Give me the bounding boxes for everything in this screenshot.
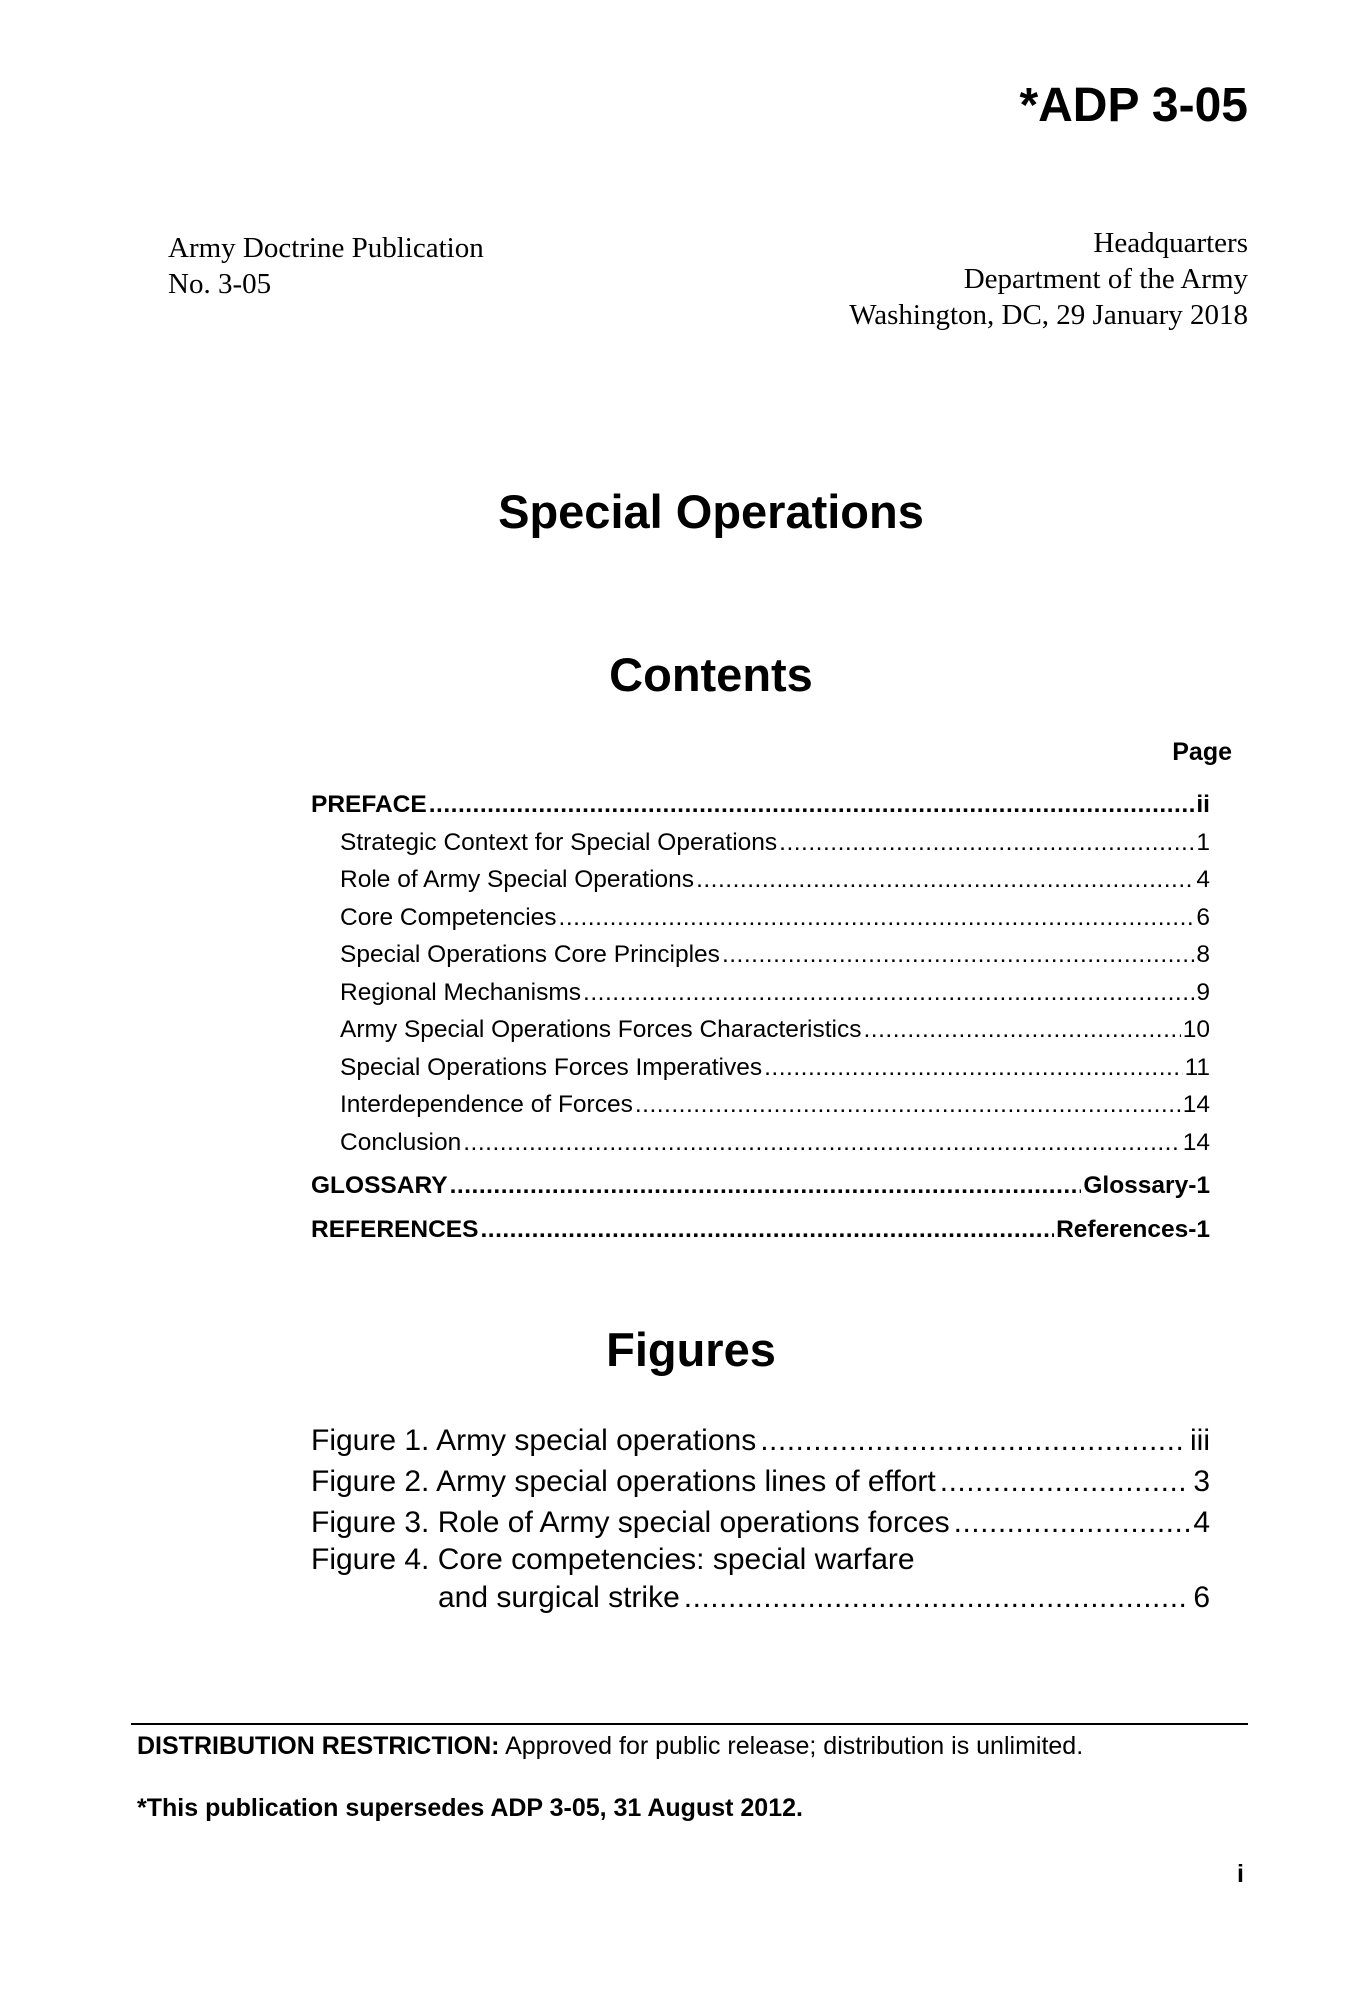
toc-entry[interactable]	[311, 861, 1210, 899]
dot-leader	[779, 824, 1194, 862]
toc-entry-label: Interdependence of Forces	[340, 1091, 633, 1118]
toc-entry-page: Glossary-1	[1083, 1172, 1210, 1199]
toc-entry[interactable]	[311, 824, 1210, 862]
toc-entry[interactable]	[311, 1086, 1210, 1124]
list-of-figures	[311, 1420, 1210, 1618]
distribution-label: DISTRIBUTION RESTRICTION:	[137, 1732, 500, 1760]
dot-leader	[450, 1161, 1082, 1211]
headquarters-line: Headquarters	[1093, 227, 1248, 259]
publication-number: No. 3-05	[168, 268, 272, 300]
toc-entry-page: 8	[1196, 941, 1210, 968]
dot-leader	[940, 1461, 1190, 1502]
toc-entry-label: PREFACE	[311, 791, 427, 818]
figure-entry[interactable]	[311, 1420, 1210, 1461]
publication-id: *ADP 3-05	[1019, 79, 1248, 132]
toc-entry-page: 11	[1184, 1053, 1210, 1081]
figure-entry-label-line2: and surgical strike	[438, 1581, 680, 1614]
toc-entry[interactable]	[311, 1049, 1210, 1087]
toc-entry[interactable]	[311, 899, 1210, 937]
dot-leader	[635, 1086, 1181, 1124]
toc-entry-page: References-1	[1056, 1216, 1210, 1243]
page-column-label: Page	[1172, 738, 1232, 766]
figure-entry-page: 6	[1193, 1581, 1210, 1614]
toc-entry-page: 4	[1196, 866, 1210, 893]
toc-entry-references[interactable]	[311, 1211, 1210, 1249]
page-number: i	[1237, 1860, 1244, 1888]
toc-entry-glossary[interactable]	[311, 1161, 1210, 1211]
figure-entry-page: 3	[1193, 1465, 1210, 1498]
figure-entry[interactable]	[311, 1502, 1210, 1543]
toc-entry-label: Role of Army Special Operations	[340, 866, 695, 893]
toc-entry-label: Special Operations Forces Imperatives	[340, 1053, 763, 1081]
contents-heading: Contents	[609, 648, 813, 701]
supersedes-notice: *This publication supersedes ADP 3-05, 31 August 2012.	[137, 1794, 803, 1822]
figure-entry-label-line1: Figure 4. Core competencies: special warfare	[311, 1543, 915, 1576]
toc-entry[interactable]	[311, 936, 1210, 974]
figure-entry[interactable]	[311, 1461, 1210, 1502]
distribution-text: Approved for public release; distribution is unlimited.	[499, 1732, 1084, 1760]
figure-entry-label: Figure 3. Role of Army special operations forces	[311, 1506, 950, 1539]
figure-entry-label: Figure 2. Army special operations lines of effort	[311, 1465, 936, 1498]
dot-leader	[863, 1011, 1180, 1049]
figure-entry-label: Figure 1. Army special operations	[311, 1424, 757, 1457]
toc-entry-label: REFERENCES	[311, 1216, 479, 1243]
location-date-line: Washington, DC, 29 January 2018	[849, 299, 1248, 331]
toc-entry-label: Strategic Context for Special Operations	[340, 828, 778, 856]
publication-type: Army Doctrine Publication	[168, 232, 484, 264]
figure-entry[interactable]	[311, 1543, 1210, 1618]
toc-entry-preface[interactable]	[311, 786, 1210, 824]
toc-entry-label: Conclusion	[340, 1128, 462, 1156]
dot-leader	[954, 1502, 1190, 1543]
toc-entry-page: 9	[1196, 978, 1210, 1006]
dot-leader	[684, 1577, 1190, 1618]
dot-leader	[764, 1049, 1182, 1087]
toc-entry-page: 14	[1182, 1091, 1210, 1118]
toc-entry-page: 1	[1196, 828, 1210, 856]
dot-leader	[429, 786, 1195, 824]
dot-leader	[696, 861, 1194, 899]
toc-entry[interactable]	[311, 974, 1210, 1012]
dot-leader	[583, 974, 1194, 1012]
figure-entry-page: 4	[1193, 1506, 1210, 1539]
toc-entry-page: 14	[1182, 1128, 1210, 1156]
distribution-restriction	[137, 1730, 1083, 1762]
toc-entry-page: ii	[1196, 791, 1210, 818]
figure-entry-page: iii	[1190, 1424, 1210, 1457]
toc-entry[interactable]	[311, 1011, 1210, 1049]
toc-entry-page: 10	[1182, 1016, 1210, 1043]
dot-leader	[559, 899, 1195, 937]
publication-designation	[168, 230, 484, 302]
footer-rule	[131, 1723, 1248, 1725]
dot-leader	[463, 1124, 1181, 1162]
toc-entry-page: 6	[1196, 903, 1210, 931]
toc-entry[interactable]	[311, 1124, 1210, 1162]
dot-leader	[760, 1420, 1186, 1461]
table-of-contents	[311, 786, 1210, 1249]
document-title: Special Operations	[498, 485, 924, 538]
dot-leader	[722, 936, 1194, 974]
dot-leader	[480, 1211, 1054, 1249]
toc-entry-label: Core Competencies	[340, 903, 557, 931]
figures-heading: Figures	[606, 1323, 776, 1376]
toc-entry-label: GLOSSARY	[311, 1172, 448, 1199]
toc-entry-label: Regional Mechanisms	[340, 978, 582, 1006]
department-line: Department of the Army	[963, 263, 1248, 295]
toc-entry-label: Army Special Operations Forces Characteristics	[340, 1016, 862, 1043]
issuing-authority	[849, 225, 1248, 333]
toc-entry-label: Special Operations Core Principles	[340, 941, 720, 968]
